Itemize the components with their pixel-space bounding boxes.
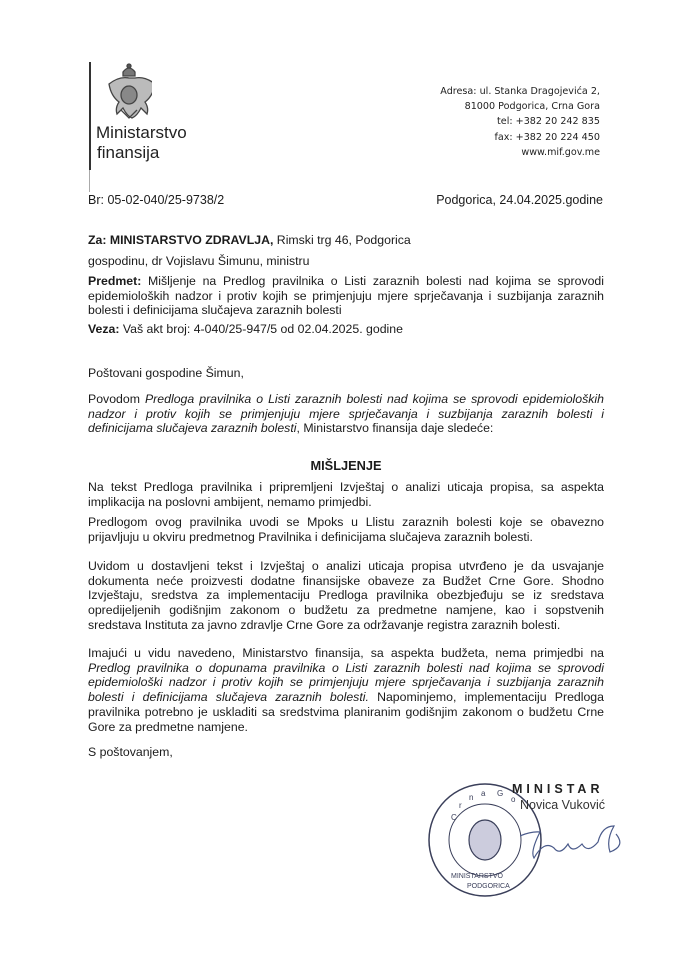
svg-text:a: a	[481, 789, 486, 798]
handwritten-signature-icon	[520, 820, 650, 870]
subject	[88, 274, 604, 318]
salutation: Poštovani gospodine Šimun,	[88, 366, 244, 380]
website: www.mif.gov.me	[521, 146, 600, 158]
recipient-address: Rimski trg 46, Podgorica	[273, 233, 411, 247]
address-line: 81000 Podgorica, Crna Gora	[464, 101, 600, 113]
svg-text:C: C	[451, 813, 457, 822]
recipient	[88, 233, 604, 268]
org-line-1: Ministarstvo	[96, 123, 187, 142]
conclusion-post: Napominjemo, implementaciju Predloga pravilnika potrebno je uskladiti sa sredstvima planiranim godišnjim zakonom o budžetu Crne Gore za predmetne namjene.	[88, 690, 604, 734]
paragraph: Predlogom ovog pravilnika uvodi se Mpoks u Llistu zaraznih bolesti koje se obavezno prijavljuju u okviru predmetnog Pravilnika i definicijama slučajeva zaraznih bolesti.	[88, 515, 604, 544]
intro-paragraph	[88, 392, 604, 436]
paragraph: Na tekst Predloga pravilnika i pripremljeni Izvještaj o analizi uticaja propisa, sa aspekta implikacija na poslovni ambijent, nemamo primjedbi.	[88, 480, 604, 509]
recipient-person: gospodinu, dr Vojislavu Šimunu, ministru	[88, 253, 310, 268]
reference	[88, 322, 604, 337]
intro-post: , Ministarstvo finansija daje sledeće:	[296, 421, 494, 436]
paragraph: Uvidom u dostavljeni tekst i Izvještaj o analizi uticaja propisa utvrđeno je da usvajanje dokumenta neće proizvesti dodatne finansijske obaveze za Budžet Crne Gore. Shodno Izvještaju, sredstva za implementaciju Predloga pravilnika obezbjeđuju se iz sredstava opredijeljenih godišnjim zakonom o budžetu za predmetne namjene, kao i sopstvenih sredstava Instituta za javno zdravlje Crne Gore za održavanje registra zaraznih bolesti.	[88, 559, 604, 632]
svg-text:o: o	[511, 795, 516, 804]
signatory-title: MINISTAR	[512, 782, 604, 796]
conclusion-paragraph	[88, 646, 604, 734]
fax: fax: +382 20 224 450	[494, 131, 600, 143]
conclusion-pre: Imajući u vidu navedeno, Ministarstvo finansija, sa aspekta budžeta, nema primjedbi na	[88, 646, 604, 660]
recipient-name: MINISTARSTVO ZDRAVLJA,	[109, 233, 274, 247]
reference-number: Br: 05-02-040/25-9738/2	[88, 193, 225, 207]
place-date: Podgorica, 24.04.2025.godine	[436, 193, 603, 207]
svg-text:MINISTARSTVO: MINISTARSTVO	[451, 873, 503, 880]
svg-text:PODGORICA: PODGORICA	[467, 883, 510, 890]
svg-text:n: n	[469, 793, 474, 802]
signatory-name: Novica Vuković	[520, 798, 605, 812]
phone: tel: +382 20 242 835	[497, 116, 600, 128]
coat-of-arms-icon	[106, 62, 152, 122]
svg-text:G: G	[497, 789, 504, 798]
closing: S poštovanjem,	[88, 745, 173, 759]
recipient-label: Za:	[88, 233, 107, 247]
svg-text:r: r	[459, 801, 462, 810]
conclusion-italic: Predlog pravilnika o dopunama pravilnika o Listi zaraznih bolesti nad kojima se sprovodi epidemiološki nadzor i protiv kojih se primjenjuju mjere sprječavanja i suzbijanja zaraznih bolesti i definicijama slučajeva zaraznih bolesti.	[88, 660, 604, 705]
intro-italic: Predloga pravilnika o Listi zaraznih bolesti nad kojima se sprovodi epidemioloških nadzor i protiv kojih se primjenjuju mjere sprječavanja i suzbijanja zaraznih bolesti i definicijama slučajeva zaraznih bolesti	[88, 392, 604, 436]
reference-text: Vaš akt broj: 4-040/25-947/5 od 02.04.2025. godine	[119, 322, 403, 336]
organization-name	[96, 123, 187, 163]
subject-text: Mišljenje na Predlog pravilnika o Listi zaraznih bolesti nad kojima se sprovodi epidemioloških nadzor i protiv kojih se primjenjuju mjere sprječavanja i suzbijanja zaraznih bolesti i definicijama slučajeva zaraznih bolesti	[88, 274, 604, 318]
opinion-title: MIŠLJENJE	[310, 458, 382, 473]
letterhead-rule	[89, 62, 91, 170]
address-line: Adresa: ul. Stanka Dragojevića 2,	[440, 86, 600, 97]
contact-block	[440, 84, 600, 160]
letterhead-rule-faint	[89, 170, 90, 192]
subject-label: Predmet:	[88, 274, 142, 288]
org-line-2: finansija	[97, 143, 160, 162]
intro-pre: Povodom	[88, 392, 145, 406]
reference-label: Veza:	[88, 322, 120, 336]
